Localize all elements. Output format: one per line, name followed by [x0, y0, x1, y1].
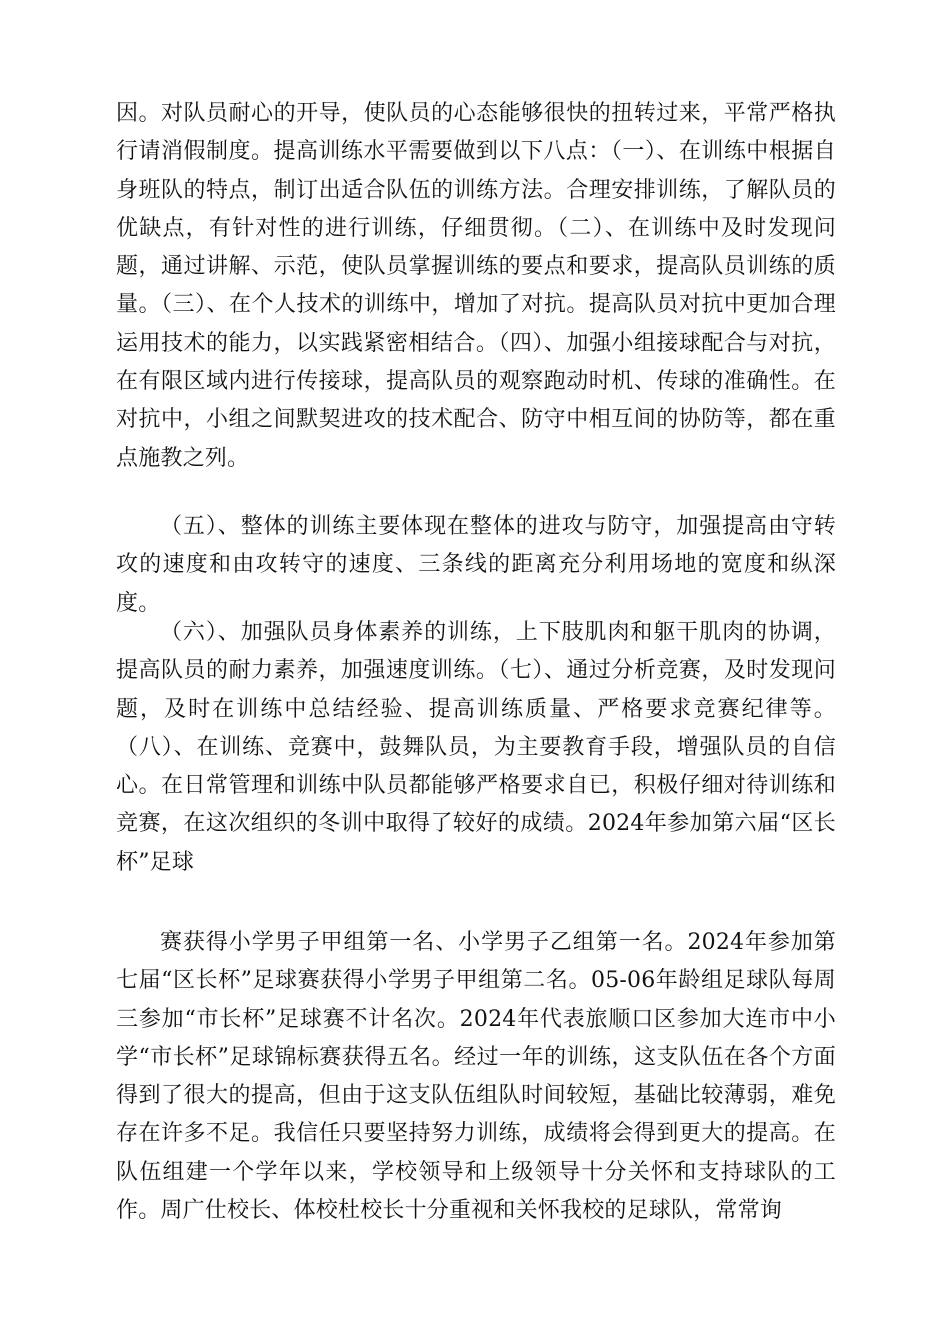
paragraph-overall-training: （五）、整体的训练主要体现在整体的进攻与防守，加强提高由守转攻的速度和由攻转守的速度、三条线的距离充分利用场地的宽度和纵深度。 [116, 514, 836, 616]
paragraph-fitness-training: （六）、加强队员身体素养的训练，上下肢肌肉和躯干肌肉的协调，提高队员的耐力素养，加强速度训练。（七）、通过分析竞赛，及时发现问题，及时在训练中总结经验、提高训练质量、严格要求竞赛纪律等。（八）、在训练、竞赛中，鼓舞队员，为主要教育手段，增强队员的自信心。在日常管理和训练中队员都能够严格要求自已，积极仔细对待训练和竞赛，在这次组织的冬训中取得了较好的成绩。2024年参加第六届“区长杯”足球 [116, 620, 836, 875]
paragraph-training-points: 因。对队员耐心的开导，使队员的心态能够很快的扭转过来，平常严格执行请消假制度。提高训练水平需要做到以下八点：（一）、在训练中根据自身班队的特点，制订出适合队伍的训练方法。合理安排训练，了解队员的优缺点，有针对性的进行训练，仔细贯彻。（二）、在训练中及时发现问题，通过讲解、示范，使队员掌握训练的要点和要求，提高队员训练的质量。（三）、在个人技术的训练中，增加了对抗。提高队员对抗中更加合理运用技术的能力，以实践紧密相结合。（四）、加强小组接球配合与对抗，在有限区域内进行传接球，提高队员的观察跑动时机、传球的准确性。在对抗中，小组之间默契进攻的技术配合、防守中相互间的协防等，都在重点施教之列。 [116, 101, 836, 471]
paragraph-competition-results: 赛获得小学男子甲组第一名、小学男子乙组第一名。2024年参加第七届“区长杯”足球赛获得小学男子甲组第二名。05-06年龄组足球队每周三参加“市长杯”足球赛不计名次。2024年代表旅顺口区参加大连市中小学“市长杯”足球锦标赛获得五名。经过一年的训练，这支队伍在各个方面得到了很大的提高，但由于这支队伍组队时间较短，基础比较薄弱，难免存在许多不足。我信任只要坚持努力训练，成绩将会得到更大的提高。在队伍组建一个学年以来，学校领导和上级领导十分关怀和支持球队的工作。周广仕校长、体校杜校长十分重视和关怀我校的足球队，常常询 [116, 930, 836, 1224]
